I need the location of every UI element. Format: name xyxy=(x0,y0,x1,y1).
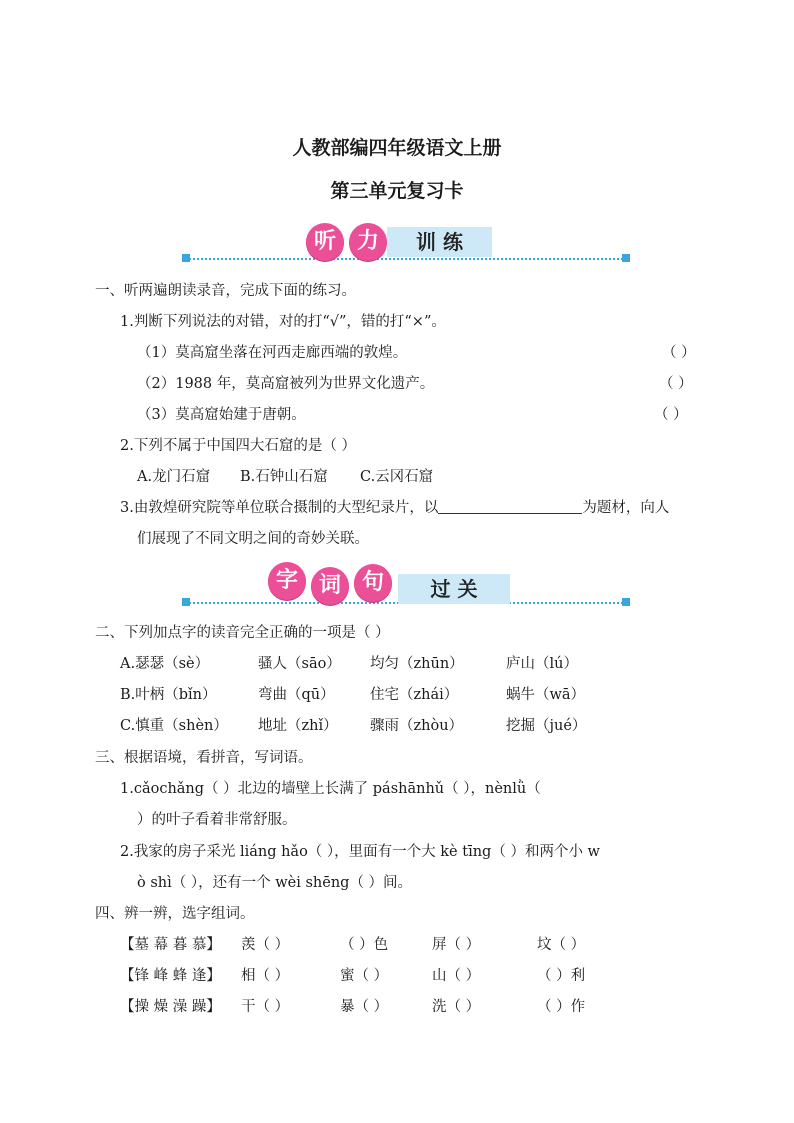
word-blank-item: （ ）色 xyxy=(340,937,389,953)
banner-bubble: 字 xyxy=(268,562,306,600)
answer-paren: （ ） xyxy=(662,345,696,361)
judgement-item-2: （2）1988 年，莫高窟被列为世界文化遗产。 xyxy=(137,376,435,392)
pinyin-option-item xyxy=(258,683,335,704)
banner-bubble: 听 xyxy=(306,223,344,261)
pinyin-word: 均匀（zhūn） xyxy=(370,656,464,672)
answer-paren: （ ） xyxy=(654,407,688,423)
section-1-heading: 一、听两遍朗读录音，完成下面的练习。 xyxy=(95,283,356,299)
pinyin-option-item xyxy=(120,714,228,735)
pinyin-option-item xyxy=(506,683,585,704)
pinyin-word: 骤雨（zhòu） xyxy=(370,718,464,734)
word-blank-item: 坟（ ） xyxy=(537,937,586,953)
pinyin-word: 叶柄（bǐn） xyxy=(135,687,217,703)
pinyin-word: 挖掘（jué） xyxy=(506,718,587,734)
char-group: 【锋 峰 蜂 逢】 xyxy=(120,968,221,984)
pinyin-option-item xyxy=(120,683,217,704)
option-a: A.龙门石窟 xyxy=(137,469,211,485)
section-4-heading: 四、辨一辨，选字组词。 xyxy=(95,906,255,922)
q3-text-post: 为题材，向人 xyxy=(582,500,670,516)
banner-bubble: 句 xyxy=(354,564,392,602)
option-prefix: B. xyxy=(120,687,136,703)
section-3-heading: 三、根据语境，看拼音，写词语。 xyxy=(95,750,313,766)
question-3-1-cont: ）的叶子看着非常舒服。 xyxy=(137,812,297,828)
fill-blank xyxy=(438,499,582,514)
section-2-heading: 二、下列加点字的读音完全正确的一项是（ ） xyxy=(95,625,390,641)
banner-bubble: 词 xyxy=(311,567,349,605)
question-3-2: 2.我家的房子采光 liáng hǎo（ ），里面有一个大 kè tīng（ ）和两个小 w xyxy=(120,844,600,860)
dotted-divider xyxy=(186,258,626,260)
pinyin-word: 住宅（zhái） xyxy=(370,687,459,703)
word-blank-item: 暴（ ） xyxy=(340,999,389,1015)
divider-end-marker xyxy=(182,598,190,606)
option-prefix: A. xyxy=(120,656,136,672)
pinyin-option-item xyxy=(370,652,464,673)
pinyin-word: 瑟瑟（sè） xyxy=(135,656,210,672)
option-prefix: C. xyxy=(120,718,136,734)
divider-end-marker xyxy=(622,598,630,606)
word-blank-item: 洗（ ） xyxy=(432,999,481,1015)
question-1-1: 1.判断下列说法的对错，对的打“√”，错的打“×”。 xyxy=(120,314,446,330)
question-3-2-cont: ò shì（ ），还有一个 wèi shēng（ ）间。 xyxy=(137,875,413,891)
pinyin-option-item xyxy=(506,652,578,673)
pinyin-option-item xyxy=(506,714,586,735)
char-group: 【操 燥 澡 躁】 xyxy=(120,999,221,1015)
page-title: 人教部编四年级语文上册 xyxy=(292,137,502,159)
word-blank-item: 屏（ ） xyxy=(432,937,481,953)
judgement-item-3: （3）莫高窟始建于唐朝。 xyxy=(137,407,306,423)
answer-paren: （ ） xyxy=(659,376,693,392)
word-blank-item: 蜜（ ） xyxy=(340,968,389,984)
banner-tag: 过 关 xyxy=(398,574,510,604)
option-b: B.石钟山石窟 xyxy=(240,469,328,485)
pinyin-word: 庐山（lú） xyxy=(506,656,578,672)
banner-tag: 训 练 xyxy=(387,227,492,257)
pinyin-option-item xyxy=(370,683,458,704)
question-1-2: 2.下列不属于中国四大石窟的是（ ） xyxy=(120,438,356,454)
divider-end-marker xyxy=(622,254,630,262)
pinyin-word: 慎重（shèn） xyxy=(135,718,228,734)
pinyin-option-item xyxy=(370,714,463,735)
pinyin-word: 骚人（sāo） xyxy=(258,656,341,672)
word-blank-item: 山（ ） xyxy=(432,968,481,984)
option-c: C.云冈石窟 xyxy=(360,469,434,485)
banner-bubble: 力 xyxy=(349,223,387,261)
word-blank-item: 干（ ） xyxy=(241,999,290,1015)
page-subtitle: 第三单元复习卡 xyxy=(330,180,464,202)
question-1-3-cont: 们展现了不同文明之间的奇妙关联。 xyxy=(137,531,369,547)
word-blank-item: （ ）利 xyxy=(537,968,586,984)
judgement-item-1: （1）莫高窟坐落在河西走廊西端的敦煌。 xyxy=(137,345,408,361)
word-blank-item: （ ）作 xyxy=(537,999,586,1015)
question-3-1: 1.cǎochǎng（ ）北边的墙壁上长满了 páshānhǔ（ ），nènlǜ（ xyxy=(120,781,541,797)
pinyin-option-item xyxy=(258,714,338,735)
char-group: 【墓 幕 暮 慕】 xyxy=(120,937,221,953)
question-1-3 xyxy=(120,496,669,517)
pinyin-option-item xyxy=(258,652,341,673)
q3-text-pre: 3.由敦煌研究院等单位联合摄制的大型纪录片，以 xyxy=(120,500,439,516)
pinyin-option-item xyxy=(120,652,209,673)
pinyin-word: 弯曲（qū） xyxy=(258,687,335,703)
pinyin-word: 蜗牛（wā） xyxy=(506,687,586,703)
divider-end-marker xyxy=(182,254,190,262)
word-blank-item: 相（ ） xyxy=(241,968,290,984)
pinyin-word: 地址（zhǐ） xyxy=(258,718,338,734)
word-blank-item: 羡（ ） xyxy=(241,937,290,953)
